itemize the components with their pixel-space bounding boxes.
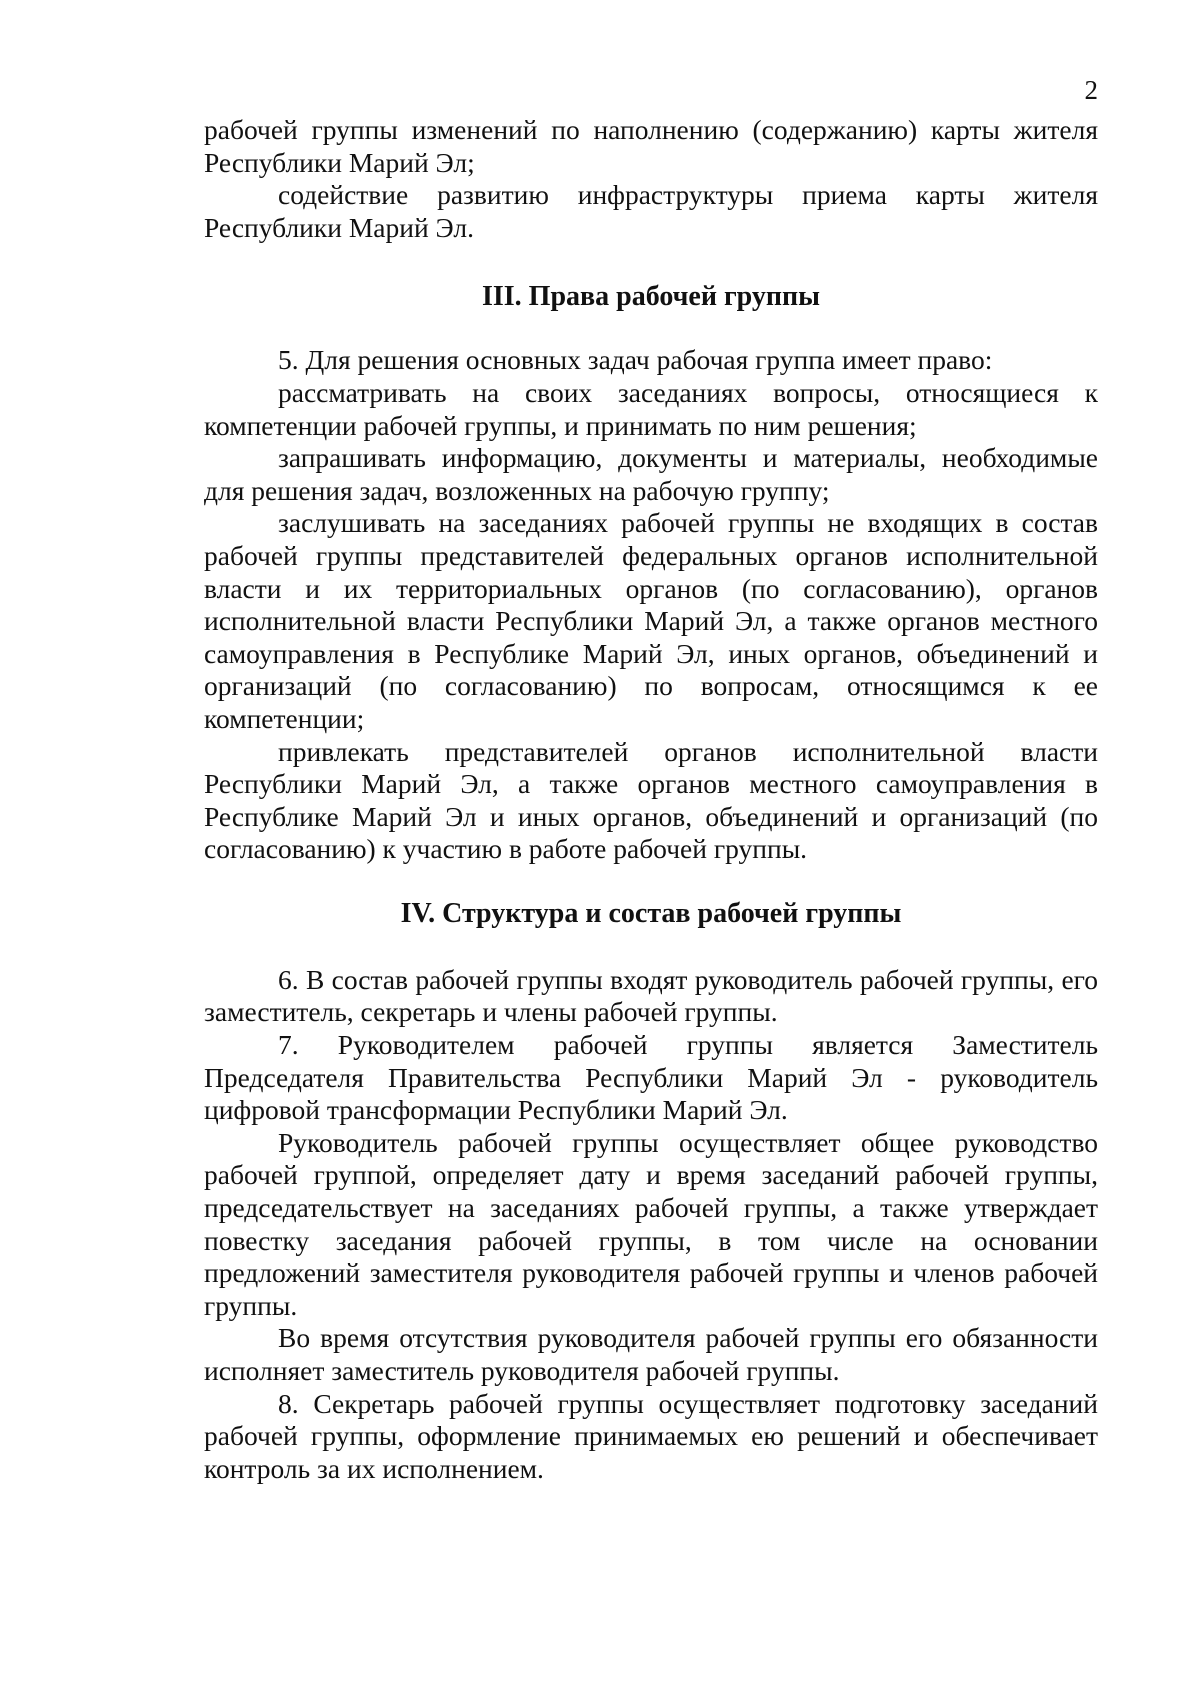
spacer [204, 930, 1098, 964]
section-4-paragraph: 7. Руководителем рабочей группы является Заместитель Председателя Правительства Республики Марий Эл - руководитель цифровой трансформации Республики Марий Эл. [204, 1029, 1098, 1126]
spacer [204, 313, 1098, 344]
document-body [204, 114, 1098, 1485]
page-number: 2 [1084, 75, 1098, 105]
section-3-paragraph: заслушивать на заседаниях рабочей группы не входящих в состав рабочей группы представителей федеральных органов исполнительной власти и их территориальных органов (по согласованию), органов исполнительной власти Республики Марий Эл, а также органов местного самоуправления в Республике Марий Эл, иных органов, объединений и организаций (по согласованию) по вопросам, относящимся к ее компетенции; [204, 507, 1098, 734]
section-3-paragraph: привлекать представителей органов исполнительной власти Республики Марий Эл, а также органов местного самоуправления в Республике Марий Эл и иных органов, объединений и организаций (по согласованию) к участию в работе рабочей группы. [204, 735, 1098, 865]
spacer [204, 866, 1098, 897]
section-3-paragraph: запрашивать информацию, документы и материалы, необходимые для решения задач, возложенных на рабочую группу; [204, 442, 1098, 506]
intro-paragraph-1: рабочей группы изменений по наполнению (содержанию) карты жителя Республики Марий Эл; [204, 114, 1098, 178]
intro-paragraph-2: содействие развитию инфраструктуры приема карты жителя Республики Марий Эл. [204, 179, 1098, 243]
section-4-heading: IV. Структура и состав рабочей группы [400, 897, 902, 929]
section-3-paragraph: 5. Для решения основных задач рабочая группа имеет право: [278, 344, 993, 376]
section-3-paragraph: рассматривать на своих заседаниях вопросы, относящиеся к компетенции рабочей группы, и принимать по ним решения; [204, 376, 1098, 441]
section-4-paragraph: Руководитель рабочей группы осуществляет общее руководство рабочей группой, определяет дату и время заседаний рабочей группы, председательствует на заседаниях рабочей группы, а также утверждает повестку заседания рабочей группы, в том числе на основании предложений заместителя руководителя рабочей группы и членов рабочей группы. [204, 1126, 1098, 1321]
spacer [204, 244, 1098, 280]
section-4-paragraph: Во время отсутствия руководителя рабочей группы его обязанности исполняет заместитель руководителя рабочей группы. [204, 1322, 1098, 1386]
section-4-paragraph: 6. В состав рабочей группы входят руководитель рабочей группы, его заместитель, секретарь и члены рабочей группы. [204, 963, 1098, 1028]
section-3-heading: III. Права рабочей группы [481, 281, 821, 313]
section-4-paragraph: 8. Секретарь рабочей группы осуществляет подготовку заседаний рабочей группы, оформление принимаемых ею решений и обеспечивает контроль за их исполнением. [204, 1387, 1098, 1484]
